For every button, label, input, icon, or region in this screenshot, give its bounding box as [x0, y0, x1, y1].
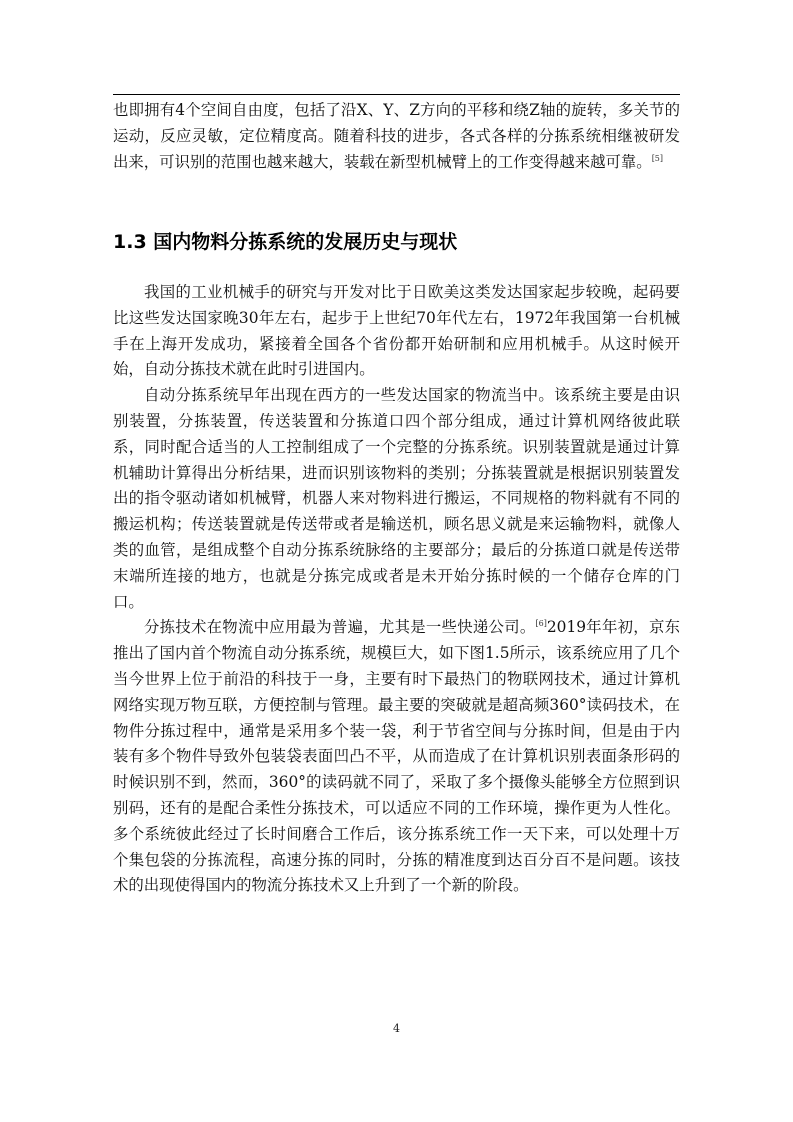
- header-rule: [113, 94, 680, 95]
- paragraph-system: 自动分拣系统早年出现在西方的一些发达国家的物流当中。该系统主要是由识别装置，分拣装置，传送装置和分拣道口四个部分组成，通过计算机网络彼此联系，同时配合适当的人工控制组成了一个完整的分拣系统。识别装置就是通过计算机辅助计算得出分析结果，进而识别该物料的类别；分拣装置就是根据识别装置发出的指令驱动诸如机械臂，机器人来对物料进行搬运，不同规格的物料就有不同的搬运机构；传送装置就是传送带或者是输送机，顾名思义就是来运输物料，就像人类的血管，是组成整个自动分拣系统脉络的主要部分；最后的分拣道口就是传送带末端所连接的地方，也就是分拣完成或者是未开始分拣时候的一个储存仓库的门口。: [113, 386, 680, 611]
- citation-6: [6]: [535, 619, 547, 629]
- paragraph-text: 2019年年初，京东推出了国内首个物流自动分拣系统，规模巨大，如下图1.5所示，该系统应用了几个当今世界上位于前沿的科技于一身，主要有时下最热门的物联网技术，通过计算机网络实现万物互联，方便控制与管理。最主要的突破就是超高频360°读码技术，在物件分拣过程中，通常是采用多个装一袋，利于节省空间与分拣时间，但是由于内装有多个物件导致外包装袋表面凹凸不平，从而造成了在计算机识别表面条形码的时候识别不到，然而，360°的读码就不同了，采取了多个摄像头能够全方位照到识别码，还有的是配合柔性分拣技术，可以适应不同的工作环境，操作更为人性化。多个系统彼此经过了长时间磨合工作后，该分拣系统工作一天下来，可以处理十万个集包袋的分拣流程，高速分拣的同时，分拣的精准度到达百分百不是问题。该技术的出现使得国内的物流分拣技术又上升到了一个新的阶段。: [113, 618, 680, 895]
- paragraph-application: [113, 615, 680, 899]
- body-text: [113, 280, 680, 899]
- citation-5: [5]: [651, 153, 664, 163]
- paragraph-continued: [113, 98, 680, 175]
- section-heading: 1.3 国内物料分拣系统的发展历史与现状: [113, 231, 458, 253]
- paragraph-text: 也即拥有4个空间自由度，包括了沿X、Y、Z方向的平移和绕Z轴的旋转，多关节的运动，反应灵敏，定位精度高。随着科技的进步，各式各样的分拣系统相继被研发出来，可识别的范围也越来越大，装载在新型机械臂上的工作变得越来越可靠。: [113, 101, 680, 171]
- page-number: 4: [393, 1022, 400, 1035]
- paragraph-history: 我国的工业机械手的研究与开发对比于日欧美这类发达国家起步较晚，起码要比这些发达国家晚30年左右，起步于上世纪70年代左右，1972年我国第一台机械手在上海开发成功，紧接着全国各个省份都开始研制和应用机械手。从这时候开始，自动分拣技术就在此时引进国内。: [113, 283, 680, 379]
- paragraph-text: 分拣技术在物流中应用最为普遍，尤其是一些快递公司。: [144, 618, 536, 637]
